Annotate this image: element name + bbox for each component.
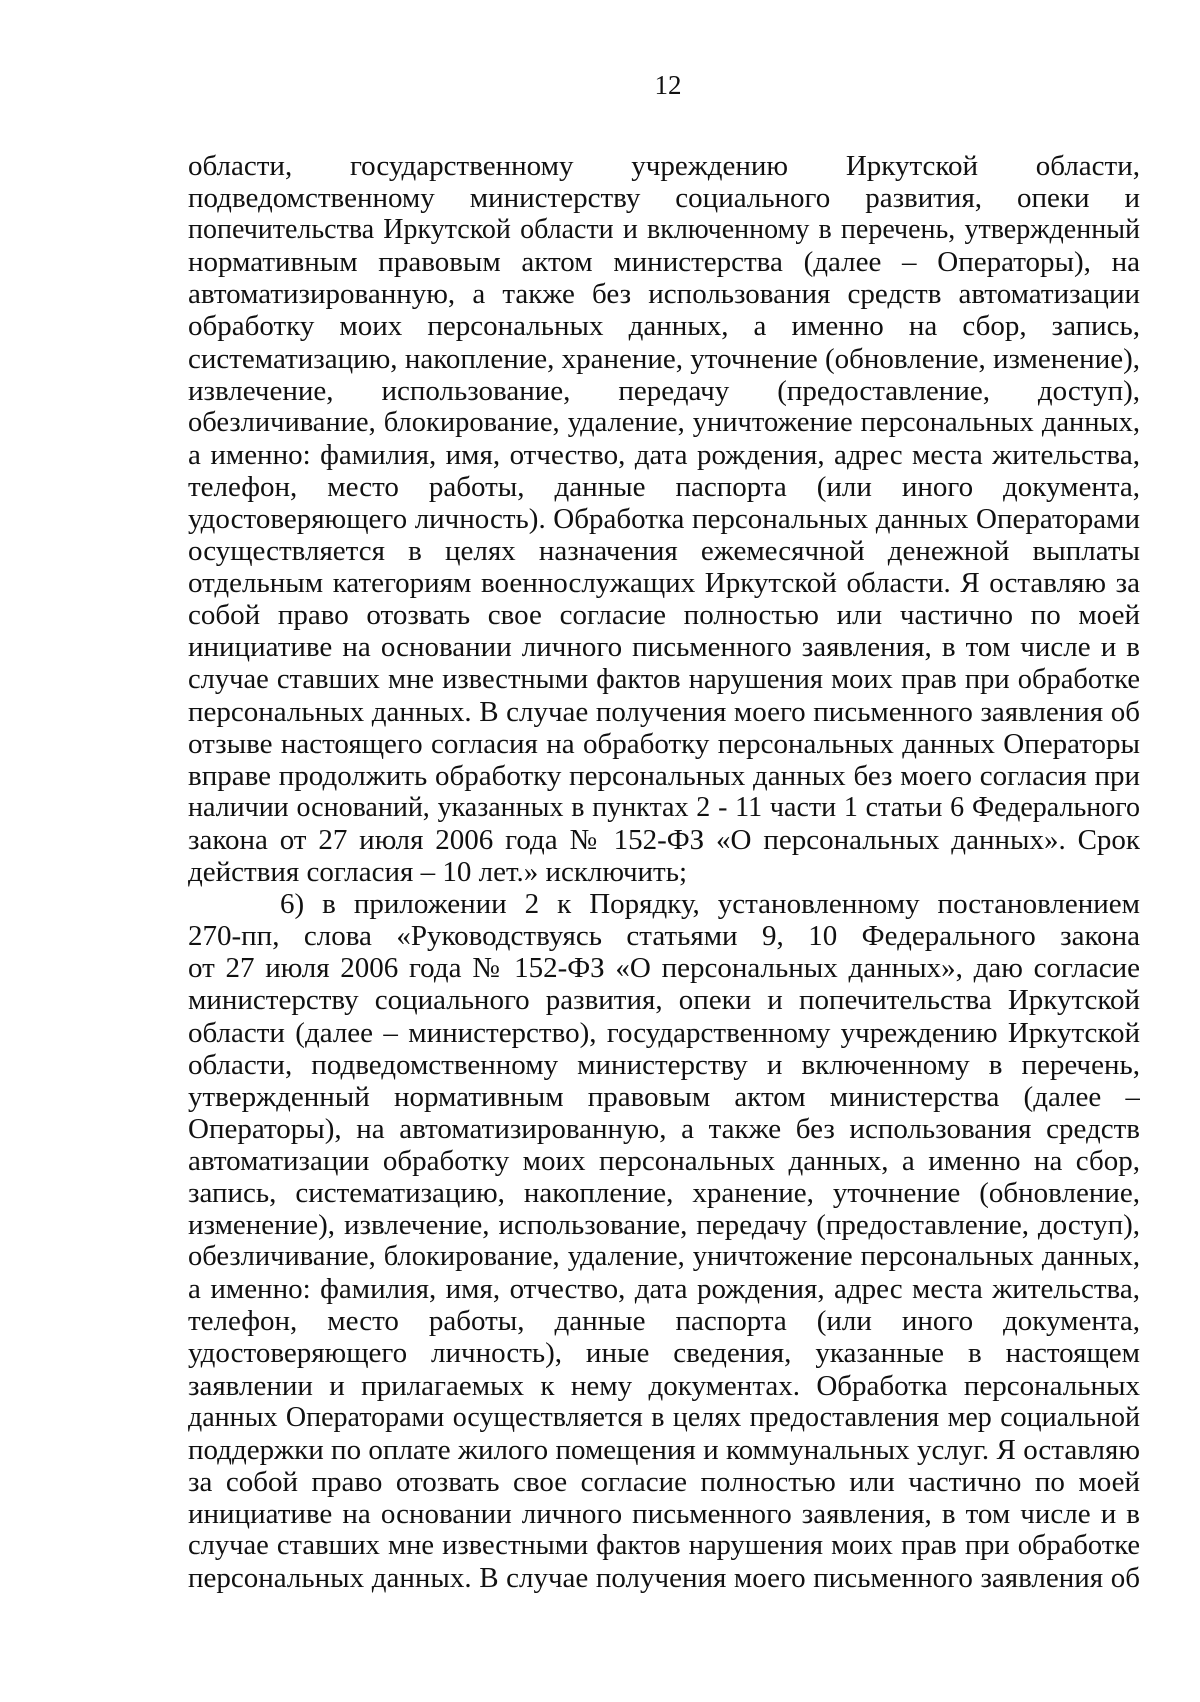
text-line: автоматизированную, а также без использования средств автоматизации	[188, 278, 1140, 311]
text-line: заявлении и прилагаемых к нему документах. Обработка персональных	[188, 1369, 1140, 1402]
text-line: а именно: фамилия, имя, отчество, дата рождения, адрес места жительства,	[188, 1273, 1140, 1306]
text-line: обезличивание, блокирование, удаление, уничтожение персональных данных,	[188, 406, 1140, 438]
text-line: министерству социального развития, опеки и попечительства Иркутской	[188, 984, 1140, 1017]
text-line: отдельным категориям военнослужащих Иркутской области. Я оставляю за	[188, 567, 1140, 600]
document-body-text	[188, 150, 1140, 1594]
text-line: случае ставших мне известными фактов нарушения моих прав при обработке	[188, 663, 1140, 695]
text-line: автоматизации обработку моих персональных данных, а именно на сбор,	[188, 1144, 1140, 1177]
text-line: области, подведомственному министерству и включенному в перечень,	[188, 1048, 1140, 1081]
text-line: 270-пп, слова «Руководствуясь статьями 9, 10 Федерального закона	[188, 920, 1140, 953]
text-line: инициативе на основании личного письменного заявления, в том числе и в	[188, 1497, 1140, 1530]
text-line: области (далее – министерство), государственному учреждению Иркутской	[188, 1016, 1140, 1049]
text-line: персональных данных. В случае получения моего письменного заявления об	[188, 1562, 1140, 1595]
text-line: обработку моих персональных данных, а именно на сбор, запись,	[188, 310, 1140, 343]
text-line: подведомственному министерству социального развития, опеки и	[188, 182, 1140, 215]
text-line: от 27 июля 2006 года № 152-ФЗ «О персональных данных», даю согласие	[188, 952, 1140, 985]
page-number: 12	[654, 70, 682, 100]
text-line: обезличивание, блокирование, удаление, уничтожение персональных данных,	[188, 1241, 1140, 1273]
text-line: утвержденный нормативным правовым актом министерства (далее –	[188, 1080, 1140, 1113]
text-line: попечительства Иркутской области и включенному в перечень, утвержденный	[188, 214, 1140, 246]
text-line: нормативным правовым актом министерства (далее – Операторы), на	[188, 246, 1140, 279]
text-line: удостоверяющего личность). Обработка персональных данных Операторами	[188, 503, 1140, 536]
text-line: извлечение, использование, передачу (предоставление, доступ),	[188, 374, 1140, 407]
text-line: вправе продолжить обработку персональных данных без моего согласия при	[188, 759, 1140, 792]
text-line: 6) в приложении 2 к Порядку, установленному постановлением	[280, 888, 1140, 921]
text-line: за собой право отозвать свое согласие полностью или частично по моей	[188, 1465, 1140, 1498]
text-line: данных Операторами осуществляется в целях предоставления мер социальной	[188, 1401, 1140, 1433]
text-line: телефон, место работы, данные паспорта (или иного документа,	[188, 1305, 1140, 1338]
text-line: наличии оснований, указанных в пунктах 2 - 11 части 1 статьи 6 Федерального	[188, 791, 1140, 823]
text-line: области, государственному учреждению Иркутской области,	[188, 150, 1140, 182]
text-line: телефон, место работы, данные паспорта (или иного документа,	[188, 470, 1140, 503]
text-line: отзыве настоящего согласия на обработку персональных данных Операторы	[188, 727, 1140, 760]
text-line: систематизацию, накопление, хранение, уточнение (обновление, изменение),	[188, 342, 1140, 375]
text-line: изменение), извлечение, использование, передачу (предоставление, доступ),	[188, 1209, 1140, 1242]
text-line: действия согласия – 10 лет.» исключить;	[188, 856, 688, 889]
text-line: случае ставших мне известными фактов нарушения моих прав при обработке	[188, 1530, 1140, 1562]
text-line: закона от 27 июля 2006 года № 152-ФЗ «О персональных данных». Срок	[188, 823, 1140, 856]
text-line: Операторы), на автоматизированную, а также без использования средств	[188, 1112, 1140, 1145]
text-line: удостоверяющего личность), иные сведения, указанные в настоящем	[188, 1337, 1140, 1370]
text-line: а именно: фамилия, имя, отчество, дата рождения, адрес места жительства,	[188, 438, 1140, 471]
text-line: инициативе на основании личного письменного заявления, в том числе и в	[188, 631, 1140, 664]
text-line: запись, систематизацию, накопление, хранение, уточнение (обновление,	[188, 1177, 1140, 1209]
text-line: персональных данных. В случае получения моего письменного заявления об	[188, 695, 1140, 728]
text-line: осуществляется в целях назначения ежемесячной денежной выплаты	[188, 535, 1140, 568]
text-line: поддержки по оплате жилого помещения и коммунальных услуг. Я оставляю	[188, 1433, 1140, 1466]
text-line: собой право отозвать свое согласие полностью или частично по моей	[188, 599, 1140, 632]
